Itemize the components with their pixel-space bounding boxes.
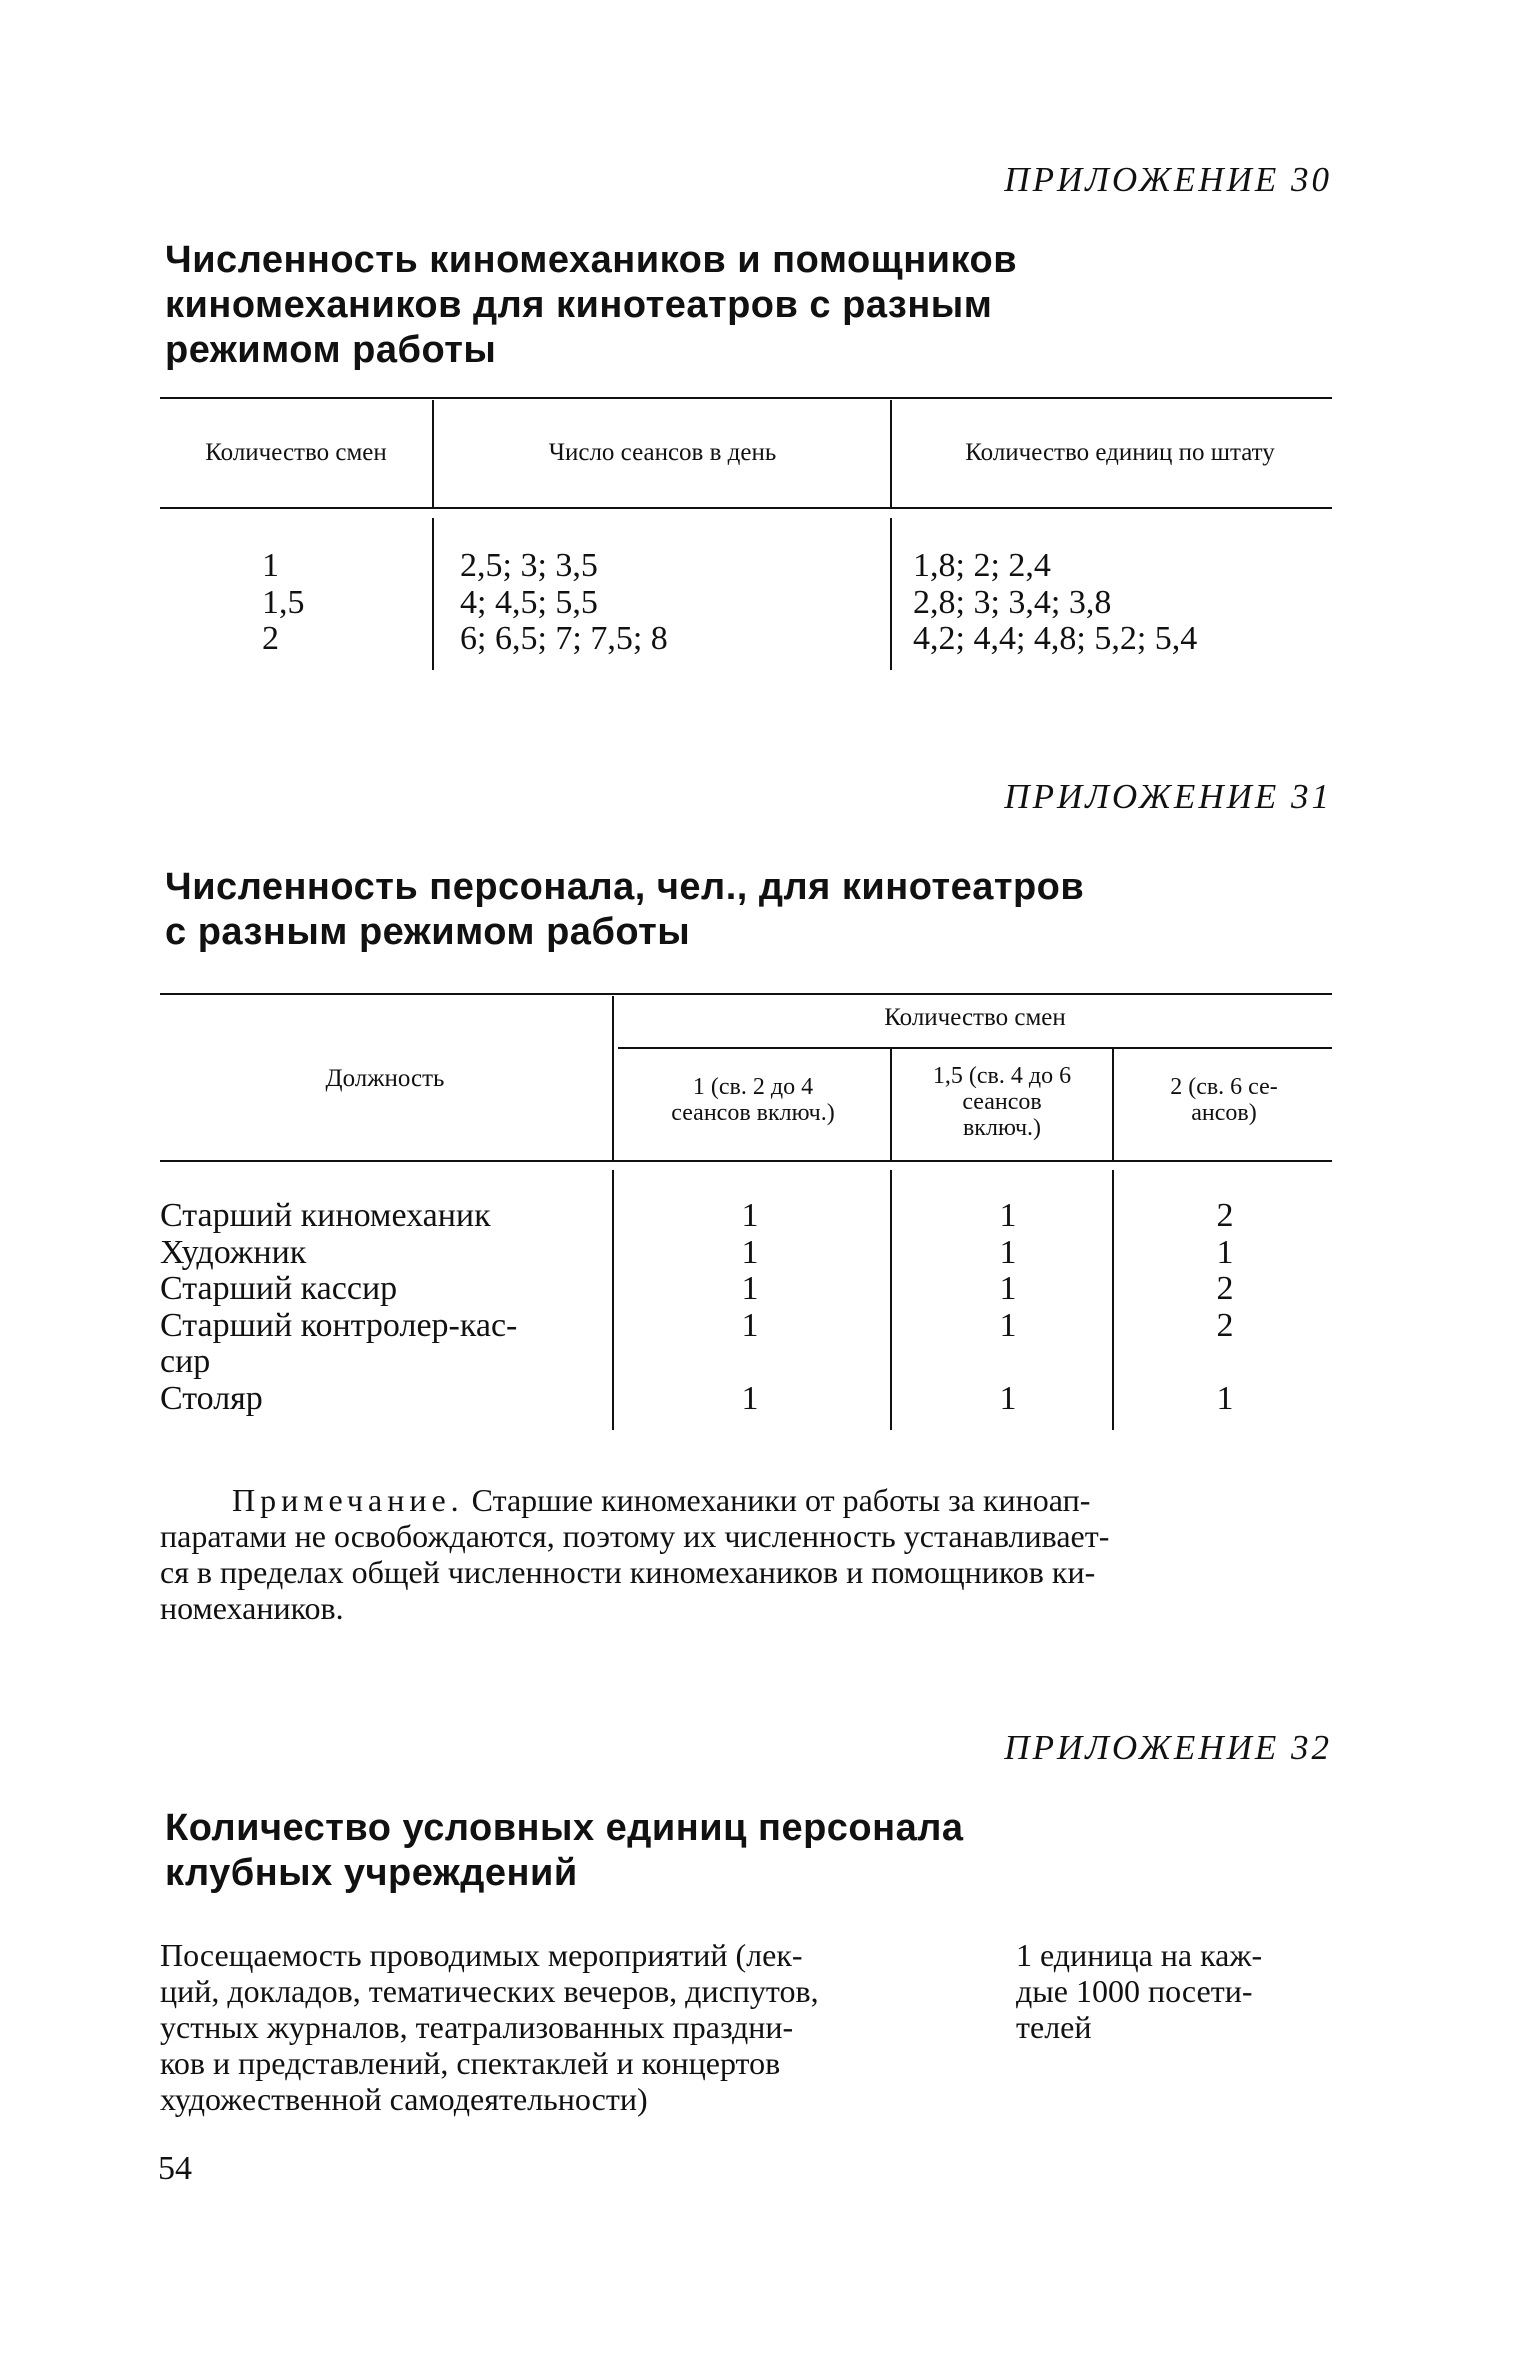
table-cell: 1 — [741, 1306, 759, 1344]
column-divider — [1112, 1170, 1114, 1430]
table-cell: 6; 6,5; 7; 7,5; 8 — [460, 620, 668, 657]
table-cell: Старший контролер-кас- — [160, 1306, 518, 1344]
group-header-rule — [618, 1047, 1332, 1049]
column-divider — [432, 518, 434, 670]
header-line: 1,5 (св. 4 до 6 — [932, 1063, 1072, 1089]
table-cell — [700, 1344, 800, 1381]
column-shifts — [262, 548, 352, 658]
header-line: 2 (св. 6 се- — [1170, 1074, 1278, 1100]
column-positions — [160, 1198, 600, 1417]
unit-line: 1 единица на каж- — [1016, 1937, 1263, 1973]
appendix-30-title — [165, 238, 1165, 373]
title-line: режимом работы — [165, 329, 497, 371]
table-cell: 1 — [999, 1379, 1017, 1417]
table-cell: Художник — [160, 1233, 307, 1271]
title-line: Численность киномехаников и помощников — [165, 239, 1018, 281]
title-line: клубных учреждений — [165, 1852, 578, 1894]
subheader-1-5-shift — [893, 1063, 1111, 1141]
column-divider — [890, 1049, 892, 1160]
table-cell: 1 — [262, 547, 279, 584]
note-line — [160, 1482, 1332, 1518]
column-divider — [890, 1170, 892, 1430]
subheader-2-shift — [1116, 1074, 1332, 1126]
table-cell — [1175, 1344, 1275, 1381]
table-cell: Старший киномеханик — [160, 1197, 491, 1234]
appendix-30-label: ПРИЛОЖЕНИЕ 30 — [1004, 160, 1332, 199]
header-line: сеансов — [962, 1089, 1042, 1115]
column-divider — [890, 400, 892, 507]
header-line: сеансов включ.) — [671, 1100, 835, 1126]
table-cell: сир — [160, 1343, 211, 1380]
note-line: паратами не освобождаются, поэтому их численность устанавливает- — [160, 1518, 1110, 1554]
table-cell — [958, 1344, 1058, 1381]
description-line: ков и представлений, спектаклей и концертов — [160, 2045, 781, 2081]
column-sessions — [460, 548, 880, 658]
table-cell: 1,5 — [262, 583, 305, 621]
note-line: номехаников. — [160, 1590, 344, 1626]
title-line: Численность персонала, чел., для кинотеатров — [165, 866, 1085, 908]
table-cell: Столяр — [160, 1379, 263, 1417]
column-divider — [890, 518, 892, 670]
header-sessions: Число сеансов в день — [548, 439, 777, 466]
table-cell: 2 — [262, 620, 279, 657]
table-cell: 1 — [1216, 1233, 1234, 1271]
appendix-32-title — [165, 1806, 1315, 1896]
subheader-1-shift — [620, 1074, 886, 1126]
column-divider — [1112, 1049, 1114, 1160]
table-cell: 1 — [999, 1197, 1017, 1234]
column-1-shift — [700, 1198, 800, 1417]
table-cell: 1 — [741, 1270, 759, 1307]
table-cell: 4,2; 4,4; 4,8; 5,2; 5,4 — [913, 620, 1198, 657]
appendix-32-label: ПРИЛОЖЕНИЕ 32 — [1004, 1728, 1332, 1767]
table-header-rule — [160, 507, 1332, 509]
table-cell: 1 — [999, 1233, 1017, 1271]
table-cell: 1,8; 2; 2,4 — [913, 547, 1051, 584]
table-cell: 2 — [1216, 1270, 1234, 1307]
table-cell: Старший кассир — [160, 1270, 398, 1307]
table-cell: 2,5; 3; 3,5 — [460, 547, 598, 584]
unit-line: телей — [1016, 2009, 1092, 2045]
appendix-32-description — [160, 1937, 960, 2117]
column-1-5-shift — [958, 1198, 1058, 1417]
header-shifts: Количество смен — [205, 439, 387, 466]
table-top-rule — [160, 993, 1332, 995]
header-line: 1 (св. 2 до 4 — [692, 1074, 814, 1100]
table-cell: 2 — [1216, 1197, 1234, 1234]
description-line: ций, докладов, тематических вечеров, диспутов, — [160, 1973, 819, 2009]
title-line: Количество условных единиц персонала — [165, 1807, 964, 1849]
table-cell: 1 — [1216, 1379, 1234, 1417]
appendix-31-title — [165, 865, 1315, 955]
appendix-31-label: ПРИЛОЖЕНИЕ 31 — [1004, 777, 1332, 816]
table-cell: 1 — [741, 1379, 759, 1417]
table-cell: 1 — [999, 1306, 1017, 1344]
title-line: киномехаников для кинотеатров с разным — [165, 284, 993, 326]
title-line: с разным режимом работы — [165, 911, 691, 953]
table-cell: 4; 4,5; 5,5 — [460, 583, 598, 621]
table-cell: 1 — [741, 1233, 759, 1271]
appendix-32-unit — [1016, 1937, 1346, 2045]
table-cell: 2,8; 3; 3,4; 3,8 — [913, 583, 1112, 621]
table-cell: 2 — [1216, 1306, 1234, 1344]
header-position: Должность — [325, 1065, 445, 1092]
table-cell: 1 — [999, 1270, 1017, 1307]
column-staff — [913, 548, 1333, 658]
note-line: ся в пределах общей численности киномехаников и помощников ки- — [160, 1554, 1096, 1590]
table-top-rule — [160, 397, 1332, 399]
column-divider — [432, 400, 434, 507]
description-line: Посещаемость проводимых мероприятий (лек- — [160, 1937, 803, 1973]
column-divider — [612, 1170, 614, 1430]
header-shift-count: Количество смен — [884, 1004, 1066, 1031]
table-header-rule — [160, 1160, 1332, 1162]
header-staff: Количество единиц по штату — [965, 439, 1275, 466]
header-line: включ.) — [962, 1115, 1042, 1141]
column-2-shift — [1175, 1198, 1275, 1417]
table-cell: 1 — [741, 1197, 759, 1234]
description-line: художественной самодеятельности) — [160, 2081, 648, 2117]
column-divider — [612, 996, 614, 1160]
description-line: устных журналов, театрализованных праздни- — [160, 2009, 794, 2045]
note-text: Старшие киномеханики от работы за киноап- — [463, 1482, 1091, 1518]
appendix-31-note — [160, 1482, 1332, 1626]
header-line: ансов) — [1191, 1100, 1257, 1126]
unit-line: дые 1000 посети- — [1016, 1973, 1253, 2009]
note-label: Примечание. — [232, 1482, 464, 1518]
page-number: 54 — [158, 2150, 192, 2187]
